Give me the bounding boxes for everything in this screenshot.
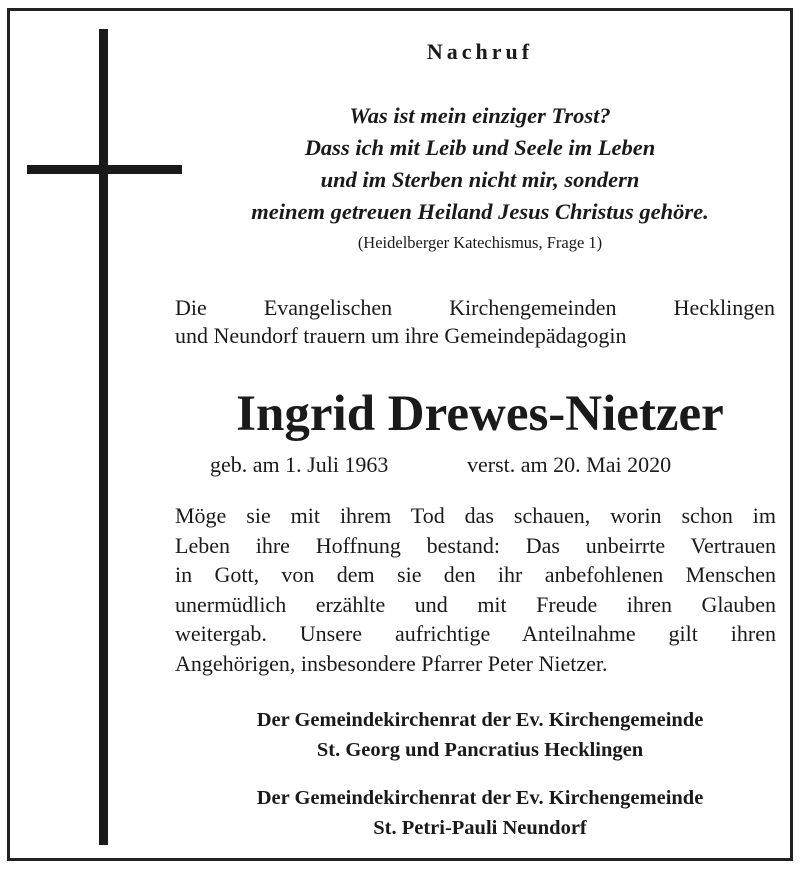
verse-line: Dass ich mit Leib und Seele im Leben: [304, 135, 656, 160]
verse-line: Was ist mein einziger Trost?: [349, 103, 611, 128]
tribute-text: [175, 501, 776, 678]
signature-line: St. Georg und Pancratius Hecklingen: [316, 739, 644, 761]
tribute-line: weitergab. Unsere aufrichtige Anteilnahme gilt ihren: [175, 621, 776, 646]
tribute-line: Möge sie mit ihrem Tod das schauen, worin schon im: [175, 503, 776, 528]
verse-source: (Heidelberger Katechismus, Frage 1): [357, 233, 603, 252]
signature-neundorf: [170, 783, 790, 843]
cross-horizontal-beam: [27, 165, 182, 174]
verse-line: meinem getreuen Heiland Jesus Christus gehöre.: [251, 199, 709, 224]
deceased-name: Ingrid Drewes-Nietzer: [236, 386, 724, 442]
obituary-frame: [7, 8, 793, 861]
tribute-line: Leben ihre Hoffnung bestand: Das unbeirrte Vertrauen: [175, 532, 776, 558]
tribute-line: unermüdlich erzählte und mit Freude ihren Glauben: [175, 591, 776, 617]
signature-line: St. Petri-Pauli Neundorf: [373, 817, 587, 839]
tribute-line: in Gott, von dem sie den ihr anbefohlenen Menschen: [175, 562, 776, 587]
signature-line: Der Gemeindekirchenrat der Ev. Kirchengemeinde: [256, 787, 704, 809]
tribute-line: Angehörigen, insbesondere Pfarrer Peter Nietzer.: [175, 650, 608, 676]
signature-line: Der Gemeindekirchenrat der Ev. Kirchengemeinde: [256, 709, 704, 731]
intro-line: Die Evangelischen Kirchengemeinden Hecklingen: [175, 295, 775, 320]
death-date: verst. am 20. Mai 2020: [467, 452, 672, 477]
birth-date: geb. am 1. Juli 1963: [210, 452, 389, 477]
intro-text: [175, 294, 775, 350]
intro-line: und Neundorf trauern um ihre Gemeindepädagogin: [175, 323, 627, 348]
signature-hecklingen: [170, 705, 790, 765]
cross-vertical-beam: [99, 29, 108, 845]
verse-line: und im Sterben nicht mir, sondern: [320, 167, 640, 192]
obituary-heading: Nachruf: [426, 39, 534, 64]
bible-verse: [170, 100, 790, 228]
